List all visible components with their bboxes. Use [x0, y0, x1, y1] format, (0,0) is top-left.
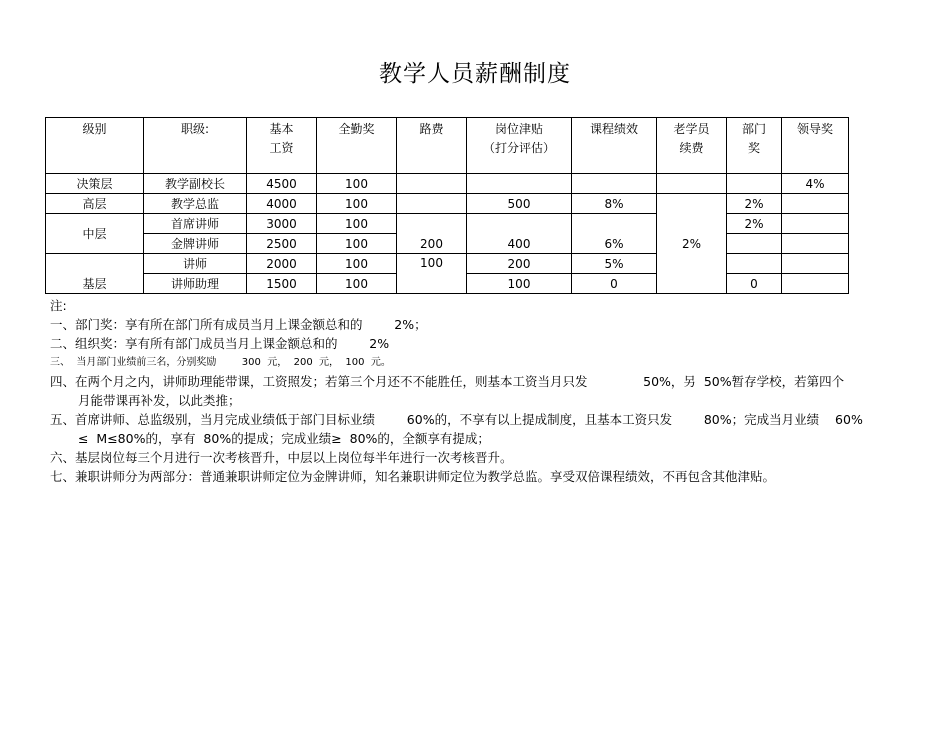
header-base-salary: 基本 工资	[247, 118, 317, 174]
cell-rank: 首席讲师	[144, 214, 247, 234]
cell-allowance	[467, 174, 572, 194]
note-7: 七、兼职讲师分为两部分：普通兼职讲师定位为金牌讲师，知名兼职讲师定位为教学总监。享受双倍课程绩效，不再包含其他津贴。	[50, 469, 776, 484]
cell-base: 2000	[247, 254, 317, 274]
note-4: 四、在两个月之内，讲师助理能带课，工资照发；若第三个月还不不能胜任，则基本工资当月只发 50%，另 50%暂存学校，若第四个	[50, 374, 845, 389]
cell-performance: 6%	[572, 214, 657, 254]
note-4-continued: 月能带课再补发，以此类推；	[78, 393, 241, 408]
cell-level: 高层	[46, 194, 144, 214]
cell-rank: 讲师助理	[144, 274, 247, 294]
note-5-continued: ≤ M≤80%的，享有 80%的提成；完成业绩≥ 80%的，全额享有提成；	[78, 431, 490, 446]
cell-attendance: 100	[317, 234, 397, 254]
note-2: 二、组织奖：享有所有部门成员当月上课金额总和的 2%	[50, 336, 390, 351]
cell-attendance: 100	[317, 174, 397, 194]
salary-table	[45, 117, 849, 294]
cell-base: 3000	[247, 214, 317, 234]
header-level: 级别	[46, 118, 144, 174]
table-row	[46, 194, 849, 214]
cell-attendance: 100	[317, 274, 397, 294]
table-row	[46, 214, 849, 234]
note-1: 一、部门奖：享有所在部门所有成员当月上课金额总和的 2%；	[50, 317, 427, 332]
cell-performance: 8%	[572, 194, 657, 214]
header-dept-bonus: 部门 奖	[727, 118, 782, 174]
header-travel: 路费	[397, 118, 467, 174]
cell-dept-bonus	[782, 274, 849, 294]
note-3: 三、 当月部门业绩前三名，分别奖励 300 元， 200 元， 100 元。	[50, 357, 391, 368]
note-6: 六、基层岗位每三个月进行一次考核晋升，中层以上岗位每半年进行一次考核晋升。	[50, 450, 513, 465]
header-row	[46, 118, 849, 174]
cell-attendance: 100	[317, 254, 397, 274]
cell-dept-bonus: 2%	[727, 194, 782, 214]
table-row	[46, 254, 849, 274]
document-title: 教学人员薪酬制度	[379, 61, 571, 87]
cell-allowance: 200	[467, 254, 572, 274]
cell-rank: 讲师	[144, 254, 247, 274]
cell-rank: 教学副校长	[144, 174, 247, 194]
cell-dept-bonus	[727, 254, 782, 274]
cell-travel: 200	[397, 214, 467, 254]
header-allowance: 岗位津贴 （打分评估）	[467, 118, 572, 174]
cell-performance	[572, 174, 657, 194]
notes-section	[50, 296, 905, 486]
cell-allowance: 100	[467, 274, 572, 294]
header-rank: 职级:	[144, 118, 247, 174]
cell-leader-bonus: 4%	[782, 174, 849, 194]
cell-leader-bonus	[782, 234, 849, 254]
header-leader-bonus: 领导奖	[782, 118, 849, 174]
cell-base: 4000	[247, 194, 317, 214]
cell-level: 基层	[46, 254, 144, 294]
note-5: 五、首席讲师、总监级别，当月完成业绩低于部门目标业绩 60%的，不享有以上提成制度，且基本工资只发 80%；完成当月业绩 60%	[50, 412, 863, 427]
cell-allowance: 400	[467, 214, 572, 254]
cell-renewal	[657, 174, 727, 194]
header-renewal: 老学员 续费	[657, 118, 727, 174]
cell-base: 1500	[247, 274, 317, 294]
header-attendance: 全勤奖	[317, 118, 397, 174]
cell-dept-bonus	[727, 174, 782, 194]
cell-renewal: 0	[727, 274, 782, 294]
cell-travel	[397, 174, 467, 194]
cell-leader-bonus	[782, 254, 849, 274]
cell-performance: 5%	[572, 254, 657, 274]
cell-travel: 100	[397, 254, 467, 294]
cell-dept-bonus: 2%	[727, 214, 782, 234]
header-performance: 课程绩效	[572, 118, 657, 174]
cell-base: 2500	[247, 234, 317, 254]
cell-base: 4500	[247, 174, 317, 194]
cell-travel	[397, 194, 467, 214]
cell-performance: 0	[572, 274, 657, 294]
notes-label: 注:	[50, 298, 67, 313]
cell-leader-bonus	[782, 214, 849, 234]
cell-attendance: 100	[317, 214, 397, 234]
cell-renewal-merged: 2%	[657, 194, 727, 294]
cell-rank: 教学总监	[144, 194, 247, 214]
cell-level: 中层	[46, 214, 144, 254]
cell-dept-bonus	[727, 234, 782, 254]
cell-attendance: 100	[317, 194, 397, 214]
cell-rank: 金牌讲师	[144, 234, 247, 254]
cell-level: 决策层	[46, 174, 144, 194]
cell-leader-bonus	[782, 194, 849, 214]
cell-allowance: 500	[467, 194, 572, 214]
table-row	[46, 174, 849, 194]
